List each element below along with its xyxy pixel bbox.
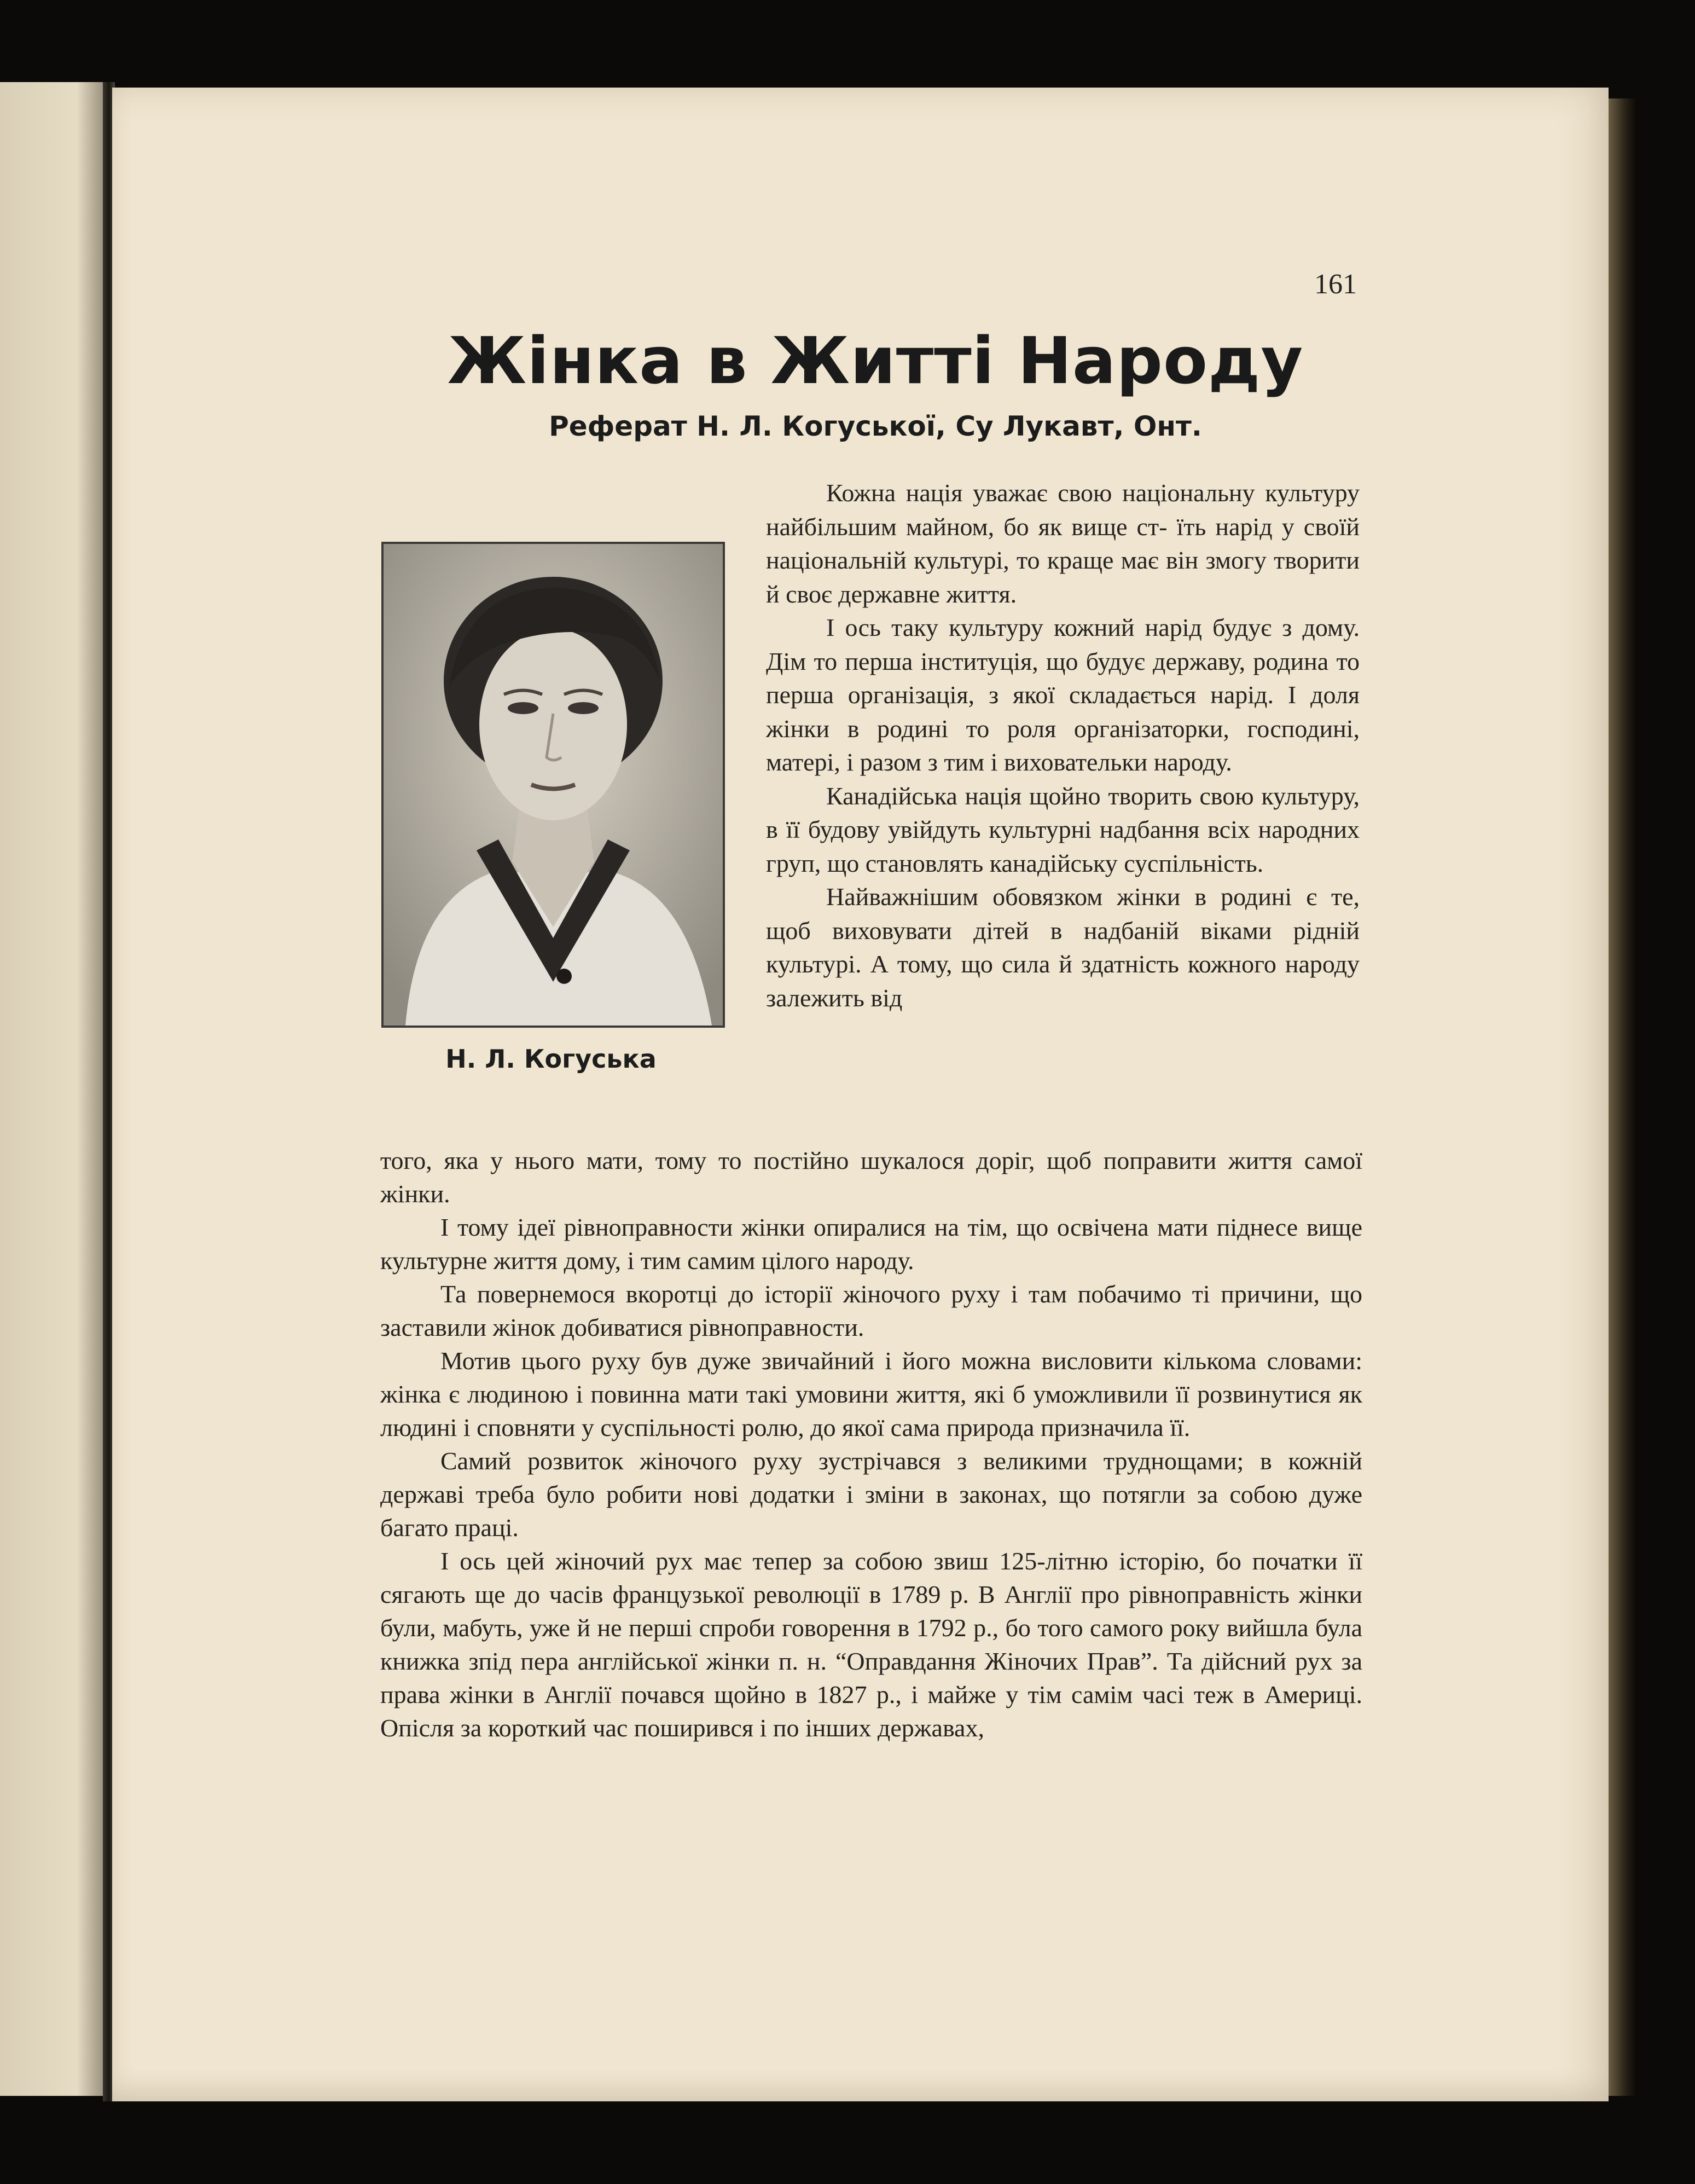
page-number: 161 xyxy=(1314,269,1357,300)
paragraph: Канадійська нація щойно творить свою культуру, в її будову увійдуть культурні надбання всіх народних груп, що становлять канадійську суспільність. xyxy=(766,781,1360,877)
portrait-image xyxy=(384,544,723,1026)
paragraph: Кожна нація уважає свою національну культуру найбільшим майном, бо як вище ст‑ їть нарід у своїй національній культурі, то краще має він змогу творити й своє державне життя. xyxy=(766,479,1360,608)
paragraph: І тому ідеї рівноправности жінки опиралися на тім, що освічена мати піднесе вище культурне життя дому, і тим самим цілого народу. xyxy=(380,1213,1362,1275)
article-subtitle: Реферат Н. Л. Когуської, Су Лукавт, Онт. xyxy=(549,410,1202,442)
portrait-caption: Н. Л. Когуська xyxy=(445,1044,657,1074)
full-width-text xyxy=(380,1144,1362,1745)
paragraph: І ось цей жіночий рух має тепер за собою звиш 125-літню історію, бо початки її сягають ще до часів французької революції в 1789 р. В Англії про рівноправність жінки були, мабуть, уже й не перші спроби говорення в 1792 р., бо того самого року вийшла була книжка зпід пера англійської жінки п. н. “Оправдання Жіночих Прав”. Та дійсний рух за права жінки в Англії почався щойно в 1827 р., і майже у тім самім часі теж в Америці. Опісля за короткий час поширився і по інших державах, xyxy=(380,1547,1362,1742)
paragraph: Та повернемося вкоротці до історії жіночого руху і там побачимо ті причини, що заставили жінок добиватися рівноправности. xyxy=(380,1280,1362,1341)
left-page-edge xyxy=(0,82,109,2096)
paragraph: того, яка у нього мати, тому то постійно шукалося доріг, щоб поправити життя самої жінки. xyxy=(380,1146,1362,1208)
paragraph: Мотив цього руху був дуже звичайний і його можна висловити кількома словами: жінка є людиною і повинна мати такі умовини життя, які б уможливили її розвинутися як людині і сповняти у суспільності ролю, до якої сама природа призначила її. xyxy=(380,1347,1362,1441)
paragraph: Самий розвиток жіночого руху зустрічався з великими труднощами; в кожній державі треба було робити нові додатки і зміни в законах, що потягли за собою дуже багато праці. xyxy=(380,1447,1362,1542)
column-text xyxy=(766,476,1360,1015)
paragraph: І ось таку культуру кожний нарід будує з дому. Дім то перша інституція, що будує державу, родина то перша організація, з якої складається нарід. І доля жінки в родині то роля організаторки, господині, матері, і разом з тим і виховательки народу. xyxy=(766,613,1360,776)
portrait-photo xyxy=(381,542,725,1028)
paragraph: Найважнішим обовязком жінки в родині є те, щоб виховувати дітей в надбаній віками рідній культурі. А тому, що сила й здатність кожного народу залежить від xyxy=(766,883,1360,1012)
article-title: Жінка в Житті Народу xyxy=(447,323,1304,398)
right-page-edge xyxy=(1609,99,1636,2096)
